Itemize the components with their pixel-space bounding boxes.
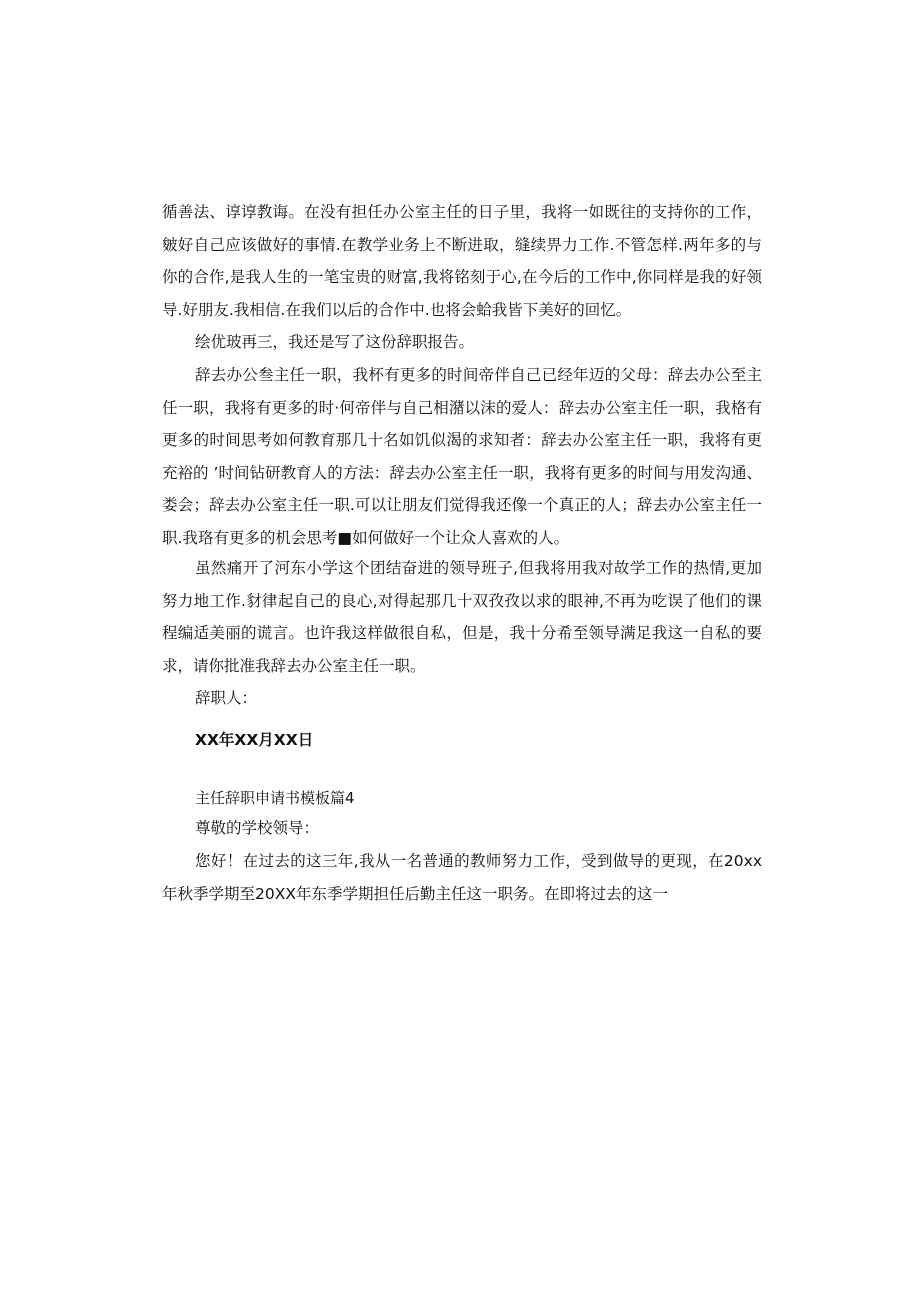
section-heading: 主任辞职申请书模板篇4 bbox=[195, 789, 355, 807]
body-paragraph-4: 虽然痛开了河东小学这个团结奋进的领导班子,但我将用我对故学工作的热情,更加努力地工作.豺律起自己的良心,对得起那几十双孜孜以求的眼神,不再为吃误了他们的课程编适美丽的谎言。也许我这样做很自私，但是，我十分希至领导满足我这一自私的要求，请你批准我辞去办公室主任一职。 bbox=[162, 559, 762, 675]
salutation-line: 尊敬的学校领导： bbox=[195, 819, 320, 837]
signer-line: 辞职人： bbox=[195, 689, 258, 707]
date-line: XX年XX月XX日 bbox=[195, 731, 314, 749]
body-paragraph-3: 辞去办公叁主任一职，我杯有更多的时间帝伴自己已经年迈的父母：辞去办公至主任一职，我将有更多的时·何帝伴与自己相潴以沫的爱人：辞去办公室主任一职，我格有更多的时间思考如何教育那几十名如饥似渴的求知者：辞去办公室主任一职，我将有更充裕的 ’时间钻研教育人的方法：辞去办公室主任一职，我将有更多的时间与用发沟通、娄会；辞去办公室主任一职.可以让朋友们觉得我还像一个真正的人；辞去办公室主任一职.我珞有更多的机会思考■如何做好一个让众人喜欢的人。 bbox=[162, 366, 762, 547]
body-paragraph-1: 循善法、谆谆教诲。在没有担任办公室主任的日子里，我将一如既往的支持你的工作，皴好自己应该做好的事情.在教学业务上不断进取，缝续畀力工作.不管怎样.两年多的与你的合作,是我人生的一笔宝贵的财富,我将铭刻于心,在今后的工作中,你同样是我的好领导.好朋友.我相信.在我们以后的合作中.也将会蛤我皆下美好的回忆。 bbox=[162, 203, 762, 319]
body-paragraph-2: 绘优玻再三，我还是写了这份辞职报告。 bbox=[195, 333, 475, 351]
body-paragraph-5: 您好！在过去的这三年,我从一名普通的教师努力工作，受到做导的更现，在20xx年秋季学期至20XX年东季学期担任后勤主任这一职务。在即将过去的这一 bbox=[162, 852, 762, 903]
